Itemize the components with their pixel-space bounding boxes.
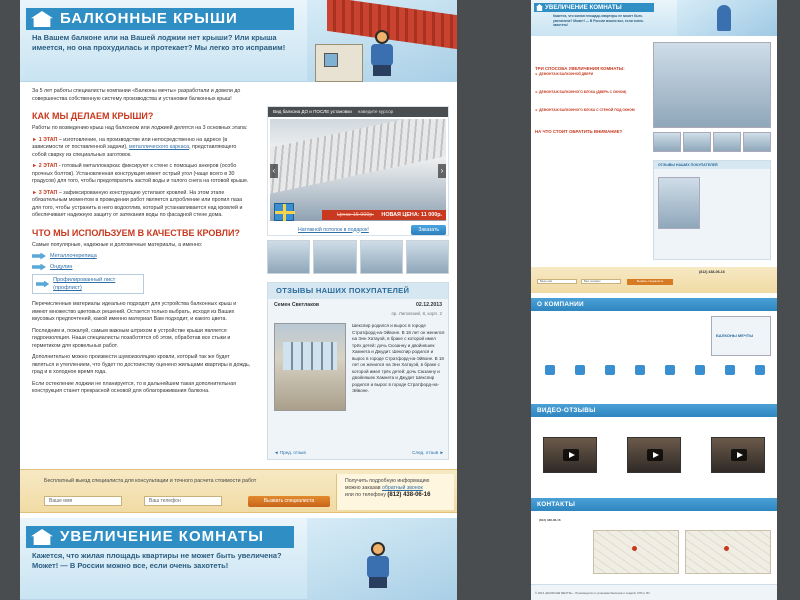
next-review-link[interactable]: След. отзыв ►: [412, 450, 444, 455]
prev-review-link[interactable]: ◄ Пред. отзыв: [274, 450, 306, 455]
feature-icon: [545, 365, 555, 375]
step-2: ► 2 ЭТАП - готовый металлокаркас фиксируют к стене с помощью анкеров (особо прочных болтов). Установленная конструкция имеет острый угол (чаще всего в 30 градусов) для того, чтобы предотвратить застой воды и талого снега на готовой крыше.: [32, 163, 249, 184]
feature-icon: [605, 365, 615, 375]
feature-item: [627, 365, 653, 377]
room-hero-title: УВЕЛИЧЕНИЕ КОМНАТЫ: [534, 3, 654, 12]
slider-footer: [270, 224, 446, 235]
body-paragraph: Последним и, пожалуй, самым важным штрихом в устройстве крыши является гидроизоляция. Наши специалисты позаботятся об этом, обработав все стыки и герметиком для кровельных работ.: [32, 327, 231, 349]
how-title: КАК МЫ ДЕЛАЕМ КРЫШИ?: [32, 111, 154, 121]
room-reviews-box: [653, 160, 771, 260]
hero-title: [26, 8, 294, 30]
room-callback-bar: [531, 267, 777, 293]
map-office[interactable]: [593, 530, 679, 574]
new-price: НОВАЯ ЦЕНА: 11 000р.: [381, 212, 442, 218]
slider-hint: наведите курсор: [357, 109, 394, 114]
intro-text: За 5 лет работы специалисты компании «Балконы мечты» разработали и довели до совершенства собственную систему производства и установки балконных крыш!: [32, 88, 241, 102]
slider-photo[interactable]: [270, 119, 446, 221]
about-title: О КОМПАНИИ: [531, 298, 777, 311]
map-production[interactable]: [685, 530, 771, 574]
hero-subtitle: На Вашем балконе или на Вашей лоджии нет крыши? Или крыша имеется, но она прохудилась и протекает? Мы легко это исправим!: [32, 33, 286, 52]
thumbnail[interactable]: [406, 240, 449, 274]
feature-icon: [755, 365, 765, 375]
brand-logo: БАЛКОНЫ МЕЧТЫ: [711, 316, 771, 356]
name-input[interactable]: Ваше имя: [537, 279, 577, 284]
reviews-box: [267, 282, 449, 460]
room-slider-photo[interactable]: [653, 42, 771, 128]
video-card[interactable]: [627, 437, 681, 473]
phone-input[interactable]: Ваш телефон: [581, 279, 621, 284]
gift-box-icon: [274, 203, 294, 221]
callback-bar: [20, 469, 457, 513]
video-card[interactable]: [543, 437, 597, 473]
slider-tab[interactable]: Вид балкона ДО и ПОСЛЕ установки: [273, 109, 352, 114]
body-paragraph: Дополнительно можно произвести шумоизоляцию кровли, который так же будет являться и утеплением, что будет по достоинству оценено жильцами квартиры в дождь, град и в холодное время года.: [32, 354, 251, 375]
play-icon[interactable]: [627, 437, 681, 473]
worker-illustration: [307, 518, 457, 600]
hero2-title: УВЕЛИЧЕНИЕ КОМНАТЫ: [26, 526, 294, 548]
slider-next-arrow-icon[interactable]: ›: [438, 164, 446, 178]
thumbnail[interactable]: [683, 132, 711, 152]
arrow-right-icon: [32, 253, 46, 260]
material-metal-tile[interactable]: Металлочерепица: [32, 252, 252, 260]
feature-icon: [695, 365, 705, 375]
slider-thumbnails: [267, 240, 449, 274]
callback-link[interactable]: обратный звонок: [382, 485, 423, 491]
play-icon[interactable]: [543, 437, 597, 473]
attention-title: НА ЧТО СТОИТ ОБРАТИТЬ ВНИМАНИЕ?: [535, 128, 623, 134]
feature-icon: [725, 365, 735, 375]
review-photo: [658, 177, 700, 229]
materials-lead: Самые популярные, надежные и долговечные материалы, а именно:: [32, 241, 203, 248]
call-specialist-button[interactable]: Вызвать специалиста: [627, 279, 673, 285]
video-title: ВИДЕО-ОТЗЫВЫ: [531, 404, 777, 417]
worker-illustration: [677, 0, 777, 36]
price-banner: [322, 210, 446, 220]
feature-item: [597, 365, 623, 377]
before-after-slider: [267, 106, 449, 236]
play-icon[interactable]: [711, 437, 765, 473]
call-specialist-button[interactable]: Вызвать специалиста: [248, 496, 330, 507]
hero-banner-roofs: [20, 0, 457, 82]
material-ondulin[interactable]: Ондулин: [32, 263, 252, 271]
old-price: Цена: 15 000р.: [336, 212, 374, 218]
landing-page-main: [20, 0, 457, 600]
reviewer-name: Семен Светлаков: [274, 302, 320, 308]
phone-input[interactable]: Ваш телефон: [144, 496, 222, 506]
thumbnail[interactable]: [267, 240, 310, 274]
feature-icon: [575, 365, 585, 375]
body-paragraph: Если остекление лоджии не планируется, то в дальнейшем такая дополнительная конструкция станет прекрасной основой для облагораживания балкона.: [32, 380, 237, 394]
thumbnail[interactable]: [313, 240, 356, 274]
intro-column: [32, 88, 252, 396]
callback-info: Получить подробную информацию можно заказав обратный звонок или по телефону (812) 438-06-16: [336, 474, 454, 510]
room-hero-text: Кажется, что жилая площадь квартиры не может быть увеличена? Может! — В России можно все, если очень захотеть!: [553, 14, 644, 28]
review-photo: [274, 323, 346, 411]
reviews-title: ОТЗЫВЫ НАШИХ ПОКУПАТЕЛЕЙ: [268, 283, 448, 299]
room-left-column: [535, 42, 651, 135]
phone-number: (812) 438-06-16: [387, 492, 431, 498]
review-text: Шекспир родился и вырос в городе Стратфорд-на-Эйвоне. В 18 лет он женился на Энн Хатауэй, в браке с которой имел трёх детей: дочь Сюзанну и двойняшек Хамнета и Джудит. Шекспир родился и вырос в городе Стратфорд-на-Эйвоне. В 18 лет он женился на Энн Хатауэй, в браке с которой имел трёх детей: дочь Сюзанну и двойняшек Хамнета и Джудит Шекспир родился и вырос в городе Стратфорд-на-Эйвоне.: [352, 323, 445, 393]
thumbnail[interactable]: [743, 132, 771, 152]
thumbnail[interactable]: [653, 132, 681, 152]
house-icon: [31, 529, 53, 545]
ways-title: ТРИ СПОСОБА УВЕЛИЧЕНИЯ КОМНАТЫ:: [535, 66, 625, 71]
feature-item: [657, 365, 683, 377]
review-navigation: [274, 450, 444, 455]
house-illustration: [315, 44, 363, 82]
feature-item: [567, 365, 593, 377]
materials-title: ЧТО МЫ ИСПОЛЬЗУЕМ В КАЧЕСТВЕ КРОВЛИ?: [32, 227, 240, 238]
way-1[interactable]: ► ДЕМОНТАЖ БАЛКОННОЙ ДВЕРИ: [535, 72, 594, 76]
step-1: ► 1 ЭТАП – изготовление, на производстве или непосредственно на адресе (в зависимости от поставленной задачи), металлического каркаса, представляющего собой сварку из специальных заготовок.: [32, 136, 237, 158]
footer: © 2013 «БАЛКОНЫ МЕЧТЫ» - Производство и установка балконов и лоджий, СПб и ЛО: [531, 584, 777, 600]
step-3: ► 3 ЭТАП – зафиксированную конструкцию устилают кровлей. На этом этапе обязательным моментом в проведении работ является штробление или пропил паза для того, чтобы устранить в него водоотлив, который устанавливается над кровлей и обеспечивает надежную защиту от затекания воды по фасадной стене дома.: [32, 189, 243, 218]
room-reviews-title: ОТЗЫВЫ НАШИХ ПОКУПАТЕЛЕЙ: [654, 161, 770, 169]
feature-icon: [665, 365, 675, 375]
house-icon: [31, 11, 53, 27]
callback-title: Бесплатный выезд специалиста для консультации и точного расчета стоимости работ: [44, 478, 257, 484]
review-date: 02.12.2013: [416, 302, 442, 308]
feature-icon: [635, 365, 645, 375]
material-profiled-sheet[interactable]: Профилированный лист (профлист): [32, 274, 144, 294]
body-paragraph: Перечисленные материалы идеально подходят для устройства балконных крыш и имеют множество цветовых решений. Остается только выбрать, исходя из Ваших вкусовых предпочтений, какой именно материал Вам подходит, и какого цвета.: [32, 301, 237, 322]
way-3[interactable]: ► ДЕМОНТАЖ БАЛКОННОГО БЛОКА С СТЕНОЙ ПОД ОКНОМ: [535, 108, 635, 113]
order-button[interactable]: Заказать: [411, 225, 446, 235]
thumbnail[interactable]: [713, 132, 741, 152]
feature-item: [717, 365, 743, 377]
how-lead: Работы по возведению крыш над балконом или лоджией делятся на 3 основных этапа:: [32, 125, 248, 131]
metal-frame-link[interactable]: металлического каркаса: [129, 144, 190, 150]
video-card[interactable]: [711, 437, 765, 473]
room-callback-info: (812) 438-06-16: [699, 270, 725, 274]
hero-banner-room: [20, 518, 457, 600]
landing-page-room: [531, 0, 777, 600]
arrow-right-icon: [36, 281, 49, 288]
slider-prev-arrow-icon[interactable]: ‹: [270, 164, 278, 178]
worker-illustration: [369, 30, 395, 76]
name-input[interactable]: Ваше имя: [44, 496, 122, 506]
review-address: пр. Лиговский, 8, корп. 2: [391, 311, 442, 316]
contacts-title: КОНТАКТЫ: [531, 498, 777, 511]
review-meta: [268, 299, 448, 311]
room-hero: [531, 0, 777, 36]
contacts-info: (812) 438-06-16: [539, 518, 561, 522]
gift-link[interactable]: Натяжной потолок в подарок!: [298, 226, 369, 233]
feature-item: [687, 365, 713, 377]
roof-illustration: [307, 0, 457, 82]
feature-item: [747, 365, 773, 377]
arrow-right-icon: [32, 264, 46, 271]
feature-item: [537, 365, 563, 377]
hero-title-text: БАЛКОННЫЕ КРЫШИ: [60, 10, 238, 27]
thumbnail[interactable]: [360, 240, 403, 274]
hero2-subtitle: Кажется, что жилая площадь квартиры не может быть увеличена? Может! — В России можно все, если очень захотеть!: [32, 551, 282, 570]
slider-header: [268, 107, 448, 117]
way-2[interactable]: ► ДЕМОНТАЖ БАЛКОННОГО БЛОКА (ДВЕРЬ С ОКНОМ): [535, 90, 627, 95]
